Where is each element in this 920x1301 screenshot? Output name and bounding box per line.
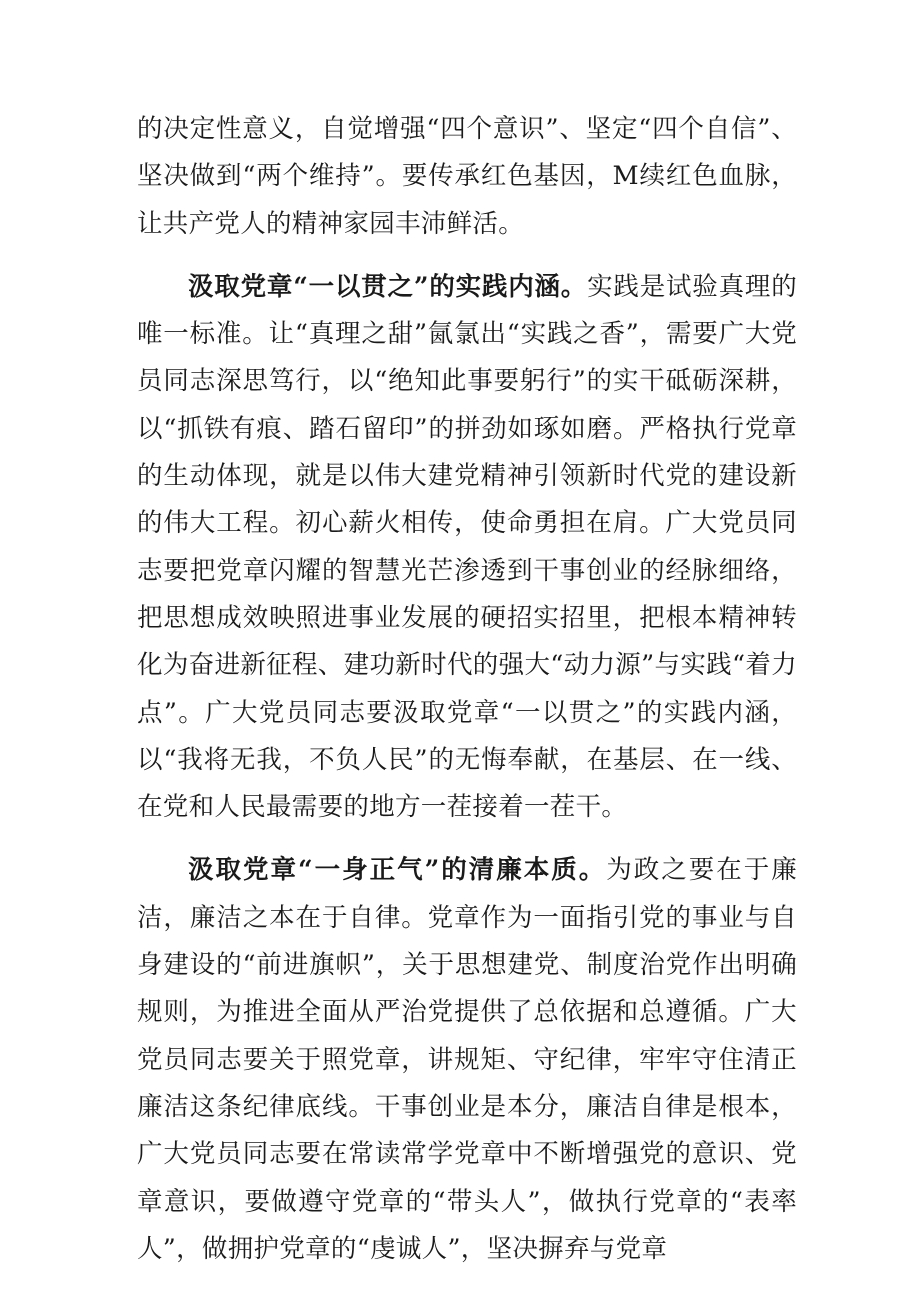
- paragraph-practice-connotation: [137, 264, 797, 832]
- paragraph-text: 实践是试验真理的唯一标准。让“真理之甜”氤氯出“实践之香”，需要广大党员同志深思笃行，以“绝知此事要躬行”的实干砥砺深耕，以“抓铁有痕、踏石留印”的拼劲如琢如磨。严格执行党章的生动体现，就是以伟大建党精神引领新时代党的建设新的伟大工程。初心薪火相传，使命勇担在肩。广大党员同志要把党章闪耀的智慧光芒渗透到干事创业的经脉细络，把思想成效映照进事业发展的硬招实招里，把根本精神转化为奋进新征程、建功新时代的强大“动力源”与实践“着力点”。广大党员同志要汲取党章“一以贯之”的实践内涵，以“我将无我，不负人民”的无悔奉献，在基层、在一线、在党和人民最需要的地方一茬接着一茬干。: [137, 271, 797, 823]
- paragraph-text: 的决定性意义，自觉增强“四个意识”、坚定“四个自信”、坚决做到“两个维持”。要传承红色基因，M续红色血脉，让共产党人的精神家园丰沛鲜活。: [137, 114, 797, 239]
- paragraph-integrity-essence: [137, 847, 797, 1273]
- paragraph-text: 为政之要在于廉洁，廉洁之本在于自律。党章作为一面指引党的事业与自身建设的“前进旗帜”，关于思想建党、制度治党作出明确规则，为推进全面从严治党提供了总依据和总遵循。广大党员同志要关于照党章，讲规矩、守纪律，牢牢守住清正廉洁这条纪律底线。干事创业是本分，廉洁自律是根本，广大党员同志要在常读常学党章中不断增强党的意识、党章意识，要做遵守党章的“带头人”，做执行党章的“表率人”，做拥护党章的“虔诚人”，坚决摒弃与党章: [137, 855, 797, 1264]
- paragraph-heading: 汲取党章“一身正气”的清廉本质。: [188, 855, 607, 886]
- paragraph-heading: 汲取党章“一以贯之”的实践内涵。: [188, 271, 588, 302]
- paragraph-continuation: [137, 106, 797, 248]
- document-body: [137, 106, 797, 1273]
